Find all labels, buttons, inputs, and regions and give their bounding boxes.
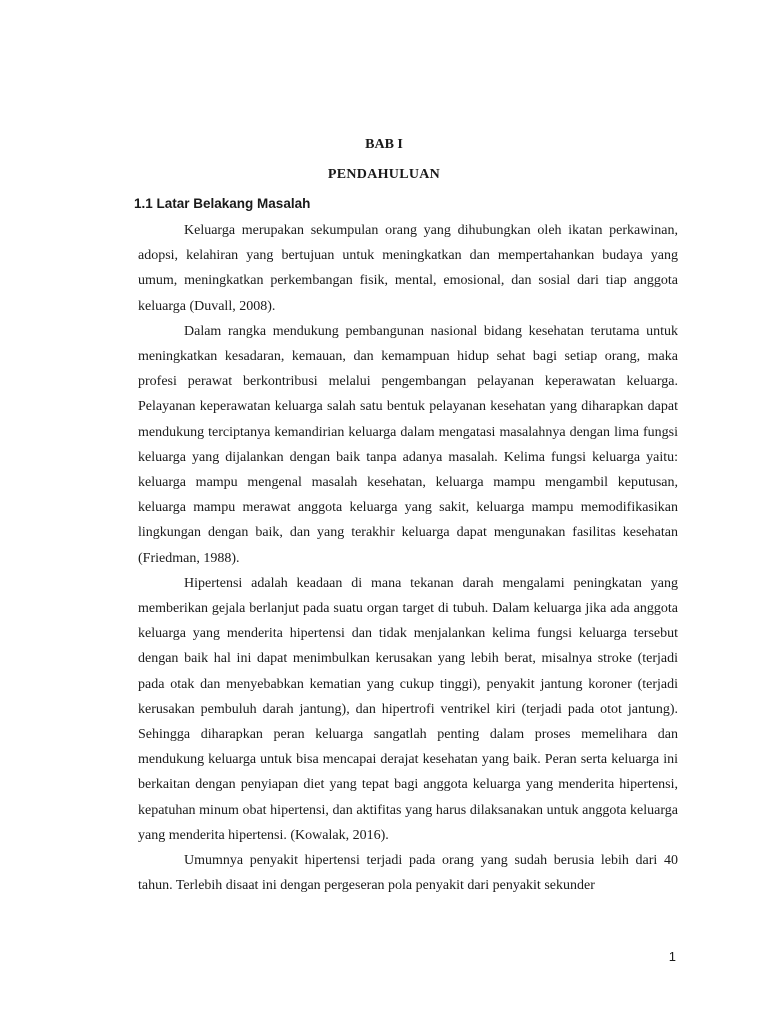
- paragraph-3: Hipertensi adalah keadaan di mana tekanan darah mengalami peningkatan yang memberikan gejala berlanjut pada suatu organ target di tubuh. Dalam keluarga jika ada anggota keluarga yang menderita hipertensi dan tidak menjalankan kelima fungsi keluarga tersebut dengan baik hal ini dapat menimbulkan kerusakan yang lebih berat, misalnya stroke (terjadi pada otak dan menyebabkan kematian yang cukup tinggi), penyakit jantung koroner (terjadi kerusakan pembuluh darah jantung), dan hipertrofi ventrikel kiri (terjadi pada otot jantung). Sehingga diharapkan peran keluarga sangatlah penting dalam proses memelihara dan mendukung keluarga untuk bisa mencapai derajat kesehatan yang baik. Peran serta keluarga ini berkaitan dengan penyiapan diet yang tepat bagi anggota keluarga yang menderita hipertensi, kepatuhan minum obat hipertensi, dan aktifitas yang harus dilaksanakan untuk anggota keluarga yang menderita hipertensi. (Kowalak, 2016).: [138, 575, 678, 843]
- section-heading: 1.1 Latar Belakang Masalah: [134, 196, 311, 211]
- chapter-number: BAB I: [365, 137, 403, 152]
- body-text: [138, 218, 678, 898]
- paragraph-4: Umumnya penyakit hipertensi terjadi pada orang yang sudah berusia lebih dari 40 tahun. Terlebih disaat ini dengan pergeseran pola penyakit dari penyakit sekunder: [138, 853, 678, 894]
- page-number: 1: [668, 949, 676, 964]
- paragraph-1: Keluarga merupakan sekumpulan orang yang dihubungkan oleh ikatan perkawinan, adopsi, kelahiran yang bertujuan untuk meningkatkan dan mempertahankan budaya yang umum, meningkatkan perkembangan fisik, mental, emosional, dan sosial dari tiap anggota keluarga (Duvall, 2008).: [138, 223, 678, 314]
- paragraph-2: Dalam rangka mendukung pembangunan nasional bidang kesehatan terutama untuk meningkatkan kesadaran, kemauan, dan kemampuan hidup sehat bagi setiap orang, maka profesi perawat berkontribusi melalui pengembangan pelayanan keperawatan keluarga. Pelayanan keperawatan keluarga salah satu bentuk pelayanan kesehatan yang diharapkan dapat mendukung terciptanya kemandirian keluarga dalam mengatasi masalahnya dengan lima fungsi keluarga yang dijalankan dengan baik tanpa adanya masalah. Kelima fungsi keluarga yaitu: keluarga mampu mengenal masalah kesehatan, keluarga mampu mengambil keputusan, keluarga mampu merawat anggota keluarga yang sakit, keluarga mampu memodifikasikan lingkungan dengan baik, dan yang terakhir keluarga dapat mengunakan fasilitas kesehatan (Friedman, 1988).: [138, 323, 678, 566]
- chapter-title: PENDAHULUAN: [327, 167, 441, 182]
